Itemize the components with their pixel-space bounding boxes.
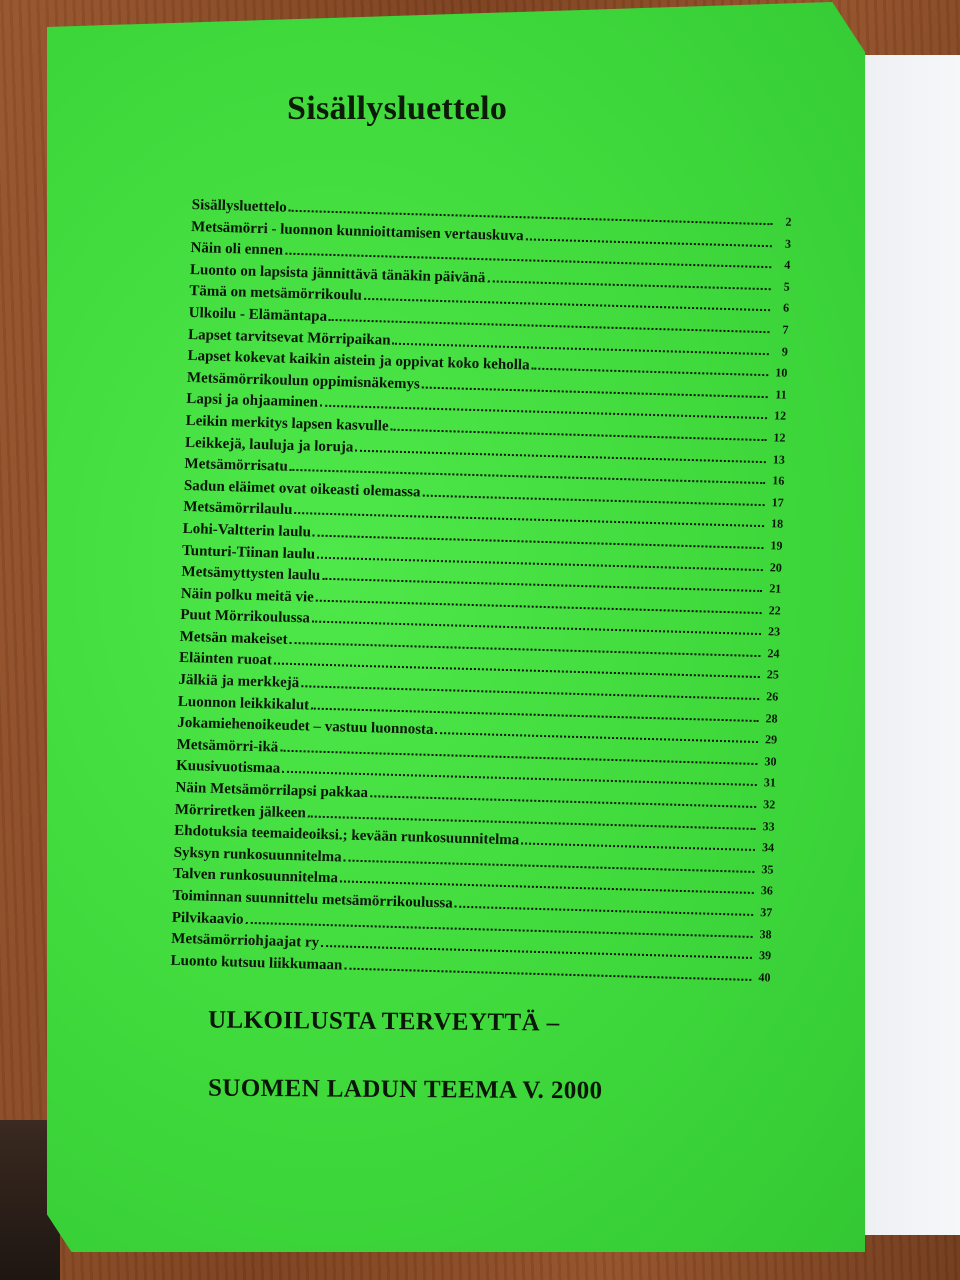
toc-entry-page-number: 31: [763, 775, 777, 790]
toc-entry-label: Toiminnan suunnittelu metsämörrikoulussa: [172, 887, 453, 912]
toc-entry-page-number: 21: [769, 581, 782, 596]
toc-leader-dots: [322, 578, 762, 592]
toc-entry-page-number: 3: [784, 236, 792, 251]
toc-entry-label: Luonto kutsuu liikkumaan: [170, 952, 343, 974]
toc-entry-page-number: 36: [760, 883, 774, 898]
toc-leader-dots: [313, 534, 764, 549]
toc-leader-dots: [344, 859, 755, 872]
toc-leader-dots: [316, 599, 762, 613]
toc-entry-page-number: 25: [766, 667, 780, 683]
toc-entry-label: Leikin merkitys lapsen kasvulle: [185, 412, 389, 435]
toc-entry-page-number: 6: [782, 300, 790, 316]
toc-leader-dots: [317, 556, 763, 570]
toc-leader-dots: [391, 429, 767, 441]
toc-entry-label: Mörriretken jälkeen: [174, 801, 307, 822]
toc-entry-label: Ehdotuksia teemaideoiksi.; kevään runkosuunnitelma: [174, 822, 520, 849]
toc-entry-page-number: 2: [785, 214, 792, 229]
toc-leader-dots: [435, 732, 758, 743]
toc-entry-label: Lapset tarvitsevat Mörripaikan: [187, 326, 391, 349]
toc-entry-label: Eläinten ruoat: [178, 650, 273, 669]
toc-entry-label: Jokamiehenoikeudet – vastuu luonnosta: [177, 715, 434, 739]
toc-entry-page-number: 12: [773, 408, 787, 424]
toc-entry-label: Metsämörrikoulun oppimisnäkemys: [186, 369, 421, 393]
toc-entry-page-number: 35: [761, 861, 774, 877]
toc-entry-page-number: 17: [771, 495, 784, 510]
toc-entry-label: Lohi-Valtterin laulu: [182, 520, 312, 541]
page-title: Sisällysluettelo: [287, 90, 508, 127]
toc-leader-dots: [487, 280, 770, 290]
toc-entry-label: Luonto on lapsista jännittävä tänäkin päivänä: [189, 261, 486, 287]
toc-entry-label: Lapset kokevat kaikin aistein ja oppivat koko keholla: [187, 348, 530, 374]
toc-entry-label: Metsämörrilaulu: [183, 499, 293, 519]
toc-leader-dots: [312, 621, 761, 636]
toc-entry-page-number: 12: [773, 430, 786, 445]
toc-entry-label: Metsämörrisatu: [184, 456, 289, 475]
toc-entry-label: Sadun eläimet ovat oikeasti olemassa: [183, 477, 421, 501]
toc-entry-label: Syksyn runkosuunnitelma: [173, 844, 342, 866]
toc-leader-dots: [525, 238, 771, 247]
toc-entry-label: Tämä on metsämörrikoulu: [189, 283, 363, 305]
toc-entry-label: Tunturi-Tiinan laulu: [181, 542, 316, 563]
toc-entry-page-number: 33: [762, 818, 775, 834]
toc-entry-page-number: 20: [769, 559, 783, 575]
toc-entry-label: Talven runkosuunnitelma: [172, 866, 339, 887]
toc-entry-label: Ulkoilu - Elämäntapa: [188, 304, 328, 325]
toc-leader-dots: [455, 906, 754, 916]
toc-entry-label: Sisällysluettelo: [191, 197, 287, 216]
toc-entry-page-number: 4: [784, 257, 791, 272]
toc-leader-dots: [340, 881, 754, 895]
toc-entry-label: Jälkiä ja merkkejä: [178, 671, 300, 692]
toc-leader-dots: [311, 707, 759, 721]
toc-leader-dots: [422, 386, 768, 398]
toc-entry-label: Luonnon leikkikalut: [177, 693, 310, 714]
toc-leader-dots: [344, 967, 751, 980]
toc-entry-page-number: 39: [758, 948, 772, 963]
toc-entry-label: Metsämörri-ikä: [176, 736, 279, 756]
toc-entry-label: Metsämörriohjaajat ry: [171, 930, 320, 952]
toc-leader-dots: [392, 342, 768, 355]
toc-entry-page-number: 19: [770, 538, 783, 553]
toc-entry-page-number: 18: [770, 516, 784, 531]
toc-entry-label: Leikkejä, lauluja ja loruja: [184, 434, 354, 456]
toc-entry-label: Pilvikaavio: [171, 909, 244, 928]
toc-entry-page-number: 10: [775, 365, 788, 380]
toc-entry-page-number: 22: [768, 602, 781, 618]
footer-line-1: ULKOILUSTA TERVEYTTÄ –: [207, 1006, 560, 1037]
toc-leader-dots: [321, 945, 752, 959]
toc-entry-label: Näin polku meitä vie: [180, 585, 315, 606]
toc-entry-label: Metsämyttysten laulu: [181, 563, 321, 584]
toc-leader-dots: [308, 815, 756, 830]
toc-entry-page-number: 34: [761, 840, 775, 855]
toc-leader-dots: [355, 449, 766, 462]
toc-entry-page-number: 13: [772, 451, 786, 467]
footer-line-2: SUOMEN LADUN TEEMA V. 2000: [207, 1074, 603, 1105]
toc-entry-label: Näin Metsämörrilapsi pakkaa: [175, 779, 369, 802]
table-of-contents: [170, 197, 791, 991]
toc-entry-page-number: 30: [764, 754, 777, 769]
toc-entry-label: Näin oli ennen: [190, 240, 284, 259]
toc-entry-page-number: 5: [783, 279, 790, 294]
toc-entry-page-number: 7: [782, 322, 789, 337]
toc-entry-label: Metsän makeiset: [179, 628, 288, 648]
toc-entry-label: Metsämörri - luonnon kunnioittamisen vertauskuva: [190, 218, 524, 244]
toc-entry-label: Kuusivuotismaa: [175, 758, 281, 778]
toc-leader-dots: [531, 368, 768, 377]
toc-leader-dots: [329, 319, 770, 333]
toc-entry-page-number: 24: [767, 646, 780, 661]
toc-entry-page-number: 29: [764, 732, 778, 747]
toc-leader-dots: [422, 494, 764, 506]
toc-leader-dots: [320, 405, 767, 419]
toc-entry-page-number: 38: [759, 926, 772, 942]
toc-leader-dots: [521, 843, 755, 852]
toc-entry-page-number: 23: [767, 624, 781, 639]
toc-entry-label: Lapsi ja ohjaaminen: [186, 391, 319, 411]
toc-entry-page-number: 26: [766, 689, 779, 704]
toc-entry-page-number: 9: [781, 344, 789, 359]
toc-entry-page-number: 28: [765, 710, 778, 726]
toc-entry-page-number: 37: [760, 905, 773, 920]
toc-entry-page-number: 16: [772, 473, 785, 488]
toc-entry-page-number: 40: [758, 969, 771, 985]
toc-leader-dots: [364, 298, 770, 311]
toc-leader-dots: [370, 795, 756, 808]
toc-entry-page-number: 11: [775, 387, 787, 402]
toc-entry-label: Puut Mörrikoulussa: [180, 607, 311, 627]
toc-entry-page-number: 32: [763, 797, 776, 812]
